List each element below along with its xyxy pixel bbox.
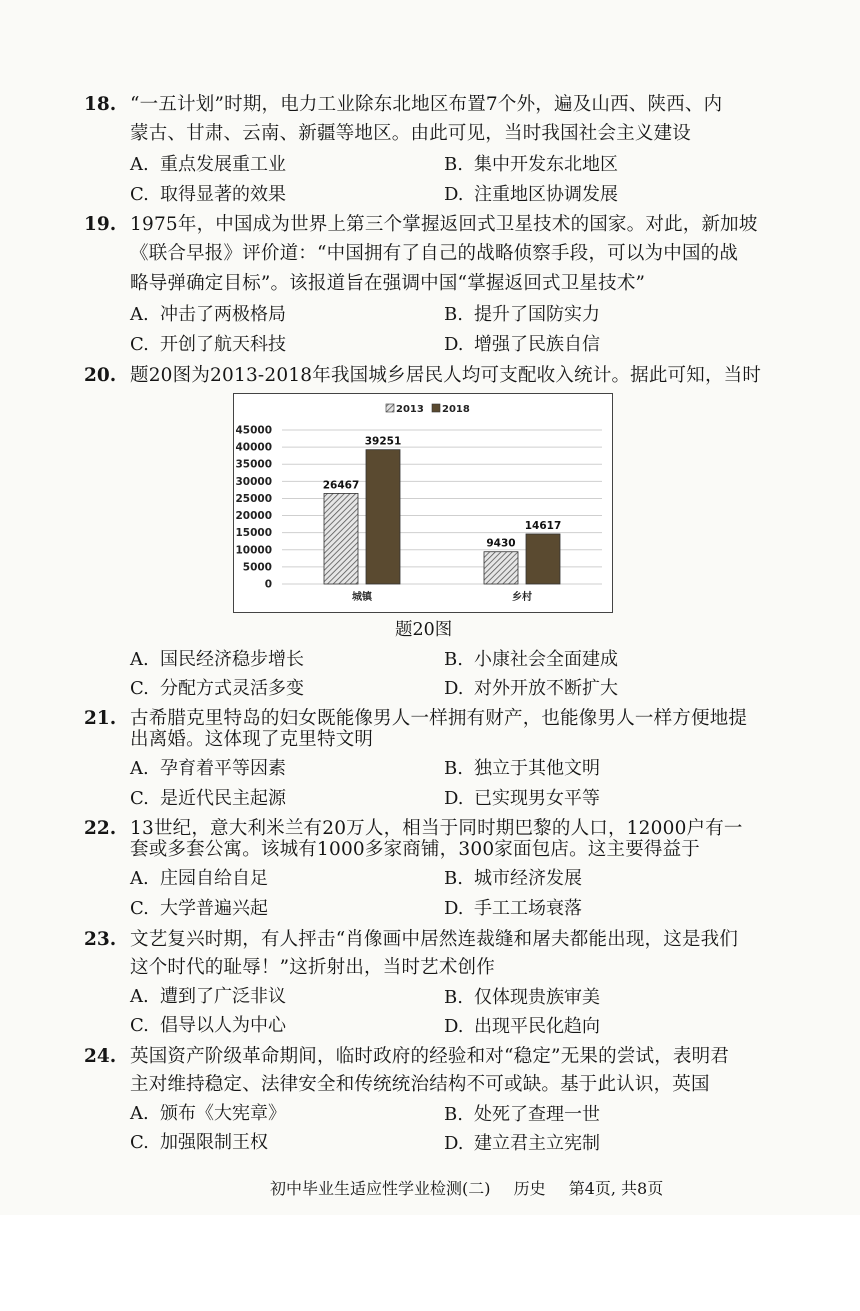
x-category-label: 乡村 <box>512 592 532 603</box>
question-text: 主对维持稳定、法律安全和传统统治结构不可或缺。基于此认识，英国 <box>130 1074 710 1095</box>
figure-caption: 题20图 <box>395 620 453 640</box>
option-a: A. 颁布《大宪章》 <box>130 1103 286 1124</box>
subject-label: 历史 <box>513 1179 546 1198</box>
question-text: 出离婚。这体现了克里特文明 <box>130 729 374 750</box>
y-tick-label: 30000 <box>235 475 272 488</box>
bar-value-label: 9430 <box>486 537 516 550</box>
option-b: B. 仅体现贵族审美 <box>444 987 600 1008</box>
option-d: D. 对外开放不断扩大 <box>444 678 618 699</box>
question-number: 18. <box>84 94 117 115</box>
y-tick-label: 15000 <box>235 527 272 540</box>
y-tick-label: 20000 <box>235 510 272 523</box>
question-text: 13世纪，意大利米兰有20万人，相当于同时期巴黎的人口，12000户有一 <box>130 818 743 839</box>
question-number: 21. <box>84 708 117 729</box>
option-b: B. 集中开发东北地区 <box>444 154 618 175</box>
y-tick-label: 25000 <box>235 492 272 505</box>
bar-2018 <box>366 450 400 584</box>
bar-2018 <box>526 534 560 584</box>
option-c: C. 倡导以人为中心 <box>130 1015 286 1036</box>
option-d: D. 出现平民化趋向 <box>444 1016 600 1037</box>
question-number: 20. <box>84 365 117 386</box>
option-a: A. 冲击了两极格局 <box>130 304 286 325</box>
question-text: 《联合早报》评价道：“中国拥有了自己的战略侦察手段，可以为中国的战 <box>130 243 739 264</box>
option-d: D. 手工工场衰落 <box>444 898 582 919</box>
bar-value-label: 26467 <box>322 479 360 492</box>
legend-label: 2018 <box>442 404 470 415</box>
option-b: B. 独立于其他文明 <box>444 758 600 779</box>
option-b: B. 小康社会全面建成 <box>444 649 618 670</box>
question-number: 22. <box>84 818 117 839</box>
y-tick-label: 5000 <box>242 561 272 574</box>
option-c: C. 开创了航天科技 <box>130 334 286 355</box>
question-text: 套或多套公寓。该城有1000多家商铺，300家面包店。这主要得益于 <box>130 839 700 860</box>
legend-swatch <box>432 404 440 412</box>
bar-value-label: 39251 <box>364 435 402 448</box>
option-a: A. 遭到了广泛非议 <box>130 986 286 1007</box>
y-tick-label: 45000 <box>235 424 272 437</box>
bar-2013 <box>324 493 358 584</box>
income-bar-chart <box>233 393 613 613</box>
option-b: B. 处死了查理一世 <box>444 1104 600 1125</box>
option-c: C. 大学普遍兴起 <box>130 898 268 919</box>
legend-swatch <box>386 404 394 412</box>
x-category-label: 城镇 <box>352 592 372 603</box>
option-a: A. 孕育着平等因素 <box>130 758 286 779</box>
question-text: 古希腊克里特岛的妇女既能像男人一样拥有财产，也能像男人一样方便地提 <box>130 708 748 729</box>
option-b: B. 提升了国防实力 <box>444 304 600 325</box>
question-text: 略导弹确定目标”。该报道旨在强调中国“掌握返回式卫星技术” <box>130 273 646 294</box>
question-number: 23. <box>84 929 117 950</box>
option-c: C. 加强限制王权 <box>130 1132 268 1153</box>
chart-svg <box>234 394 612 612</box>
bar-value-label: 14617 <box>524 519 562 532</box>
bar-2013 <box>484 552 518 584</box>
question-number: 19. <box>84 214 117 235</box>
page-number: 第4页, 共8页 <box>568 1179 664 1198</box>
question-text: 蒙古、甘肃、云南、新疆等地区。由此可见，当时我国社会主义建设 <box>130 123 692 144</box>
option-d: D. 注重地区协调发展 <box>444 184 618 205</box>
legend-label: 2013 <box>396 404 424 415</box>
question-text: 题20图为2013-2018年我国城乡居民人均可支配收入统计。据此可知，当时 <box>130 365 762 386</box>
option-c: C. 是近代民主起源 <box>130 788 286 809</box>
question-text: 英国资产阶级革命期间，临时政府的经验和对“稳定”无果的尝试，表明君 <box>130 1046 730 1067</box>
page-footer <box>270 1176 681 1199</box>
y-tick-label: 35000 <box>235 458 272 471</box>
exam-title: 初中毕业生适应性学业检测(二) <box>270 1179 491 1198</box>
question-number: 24. <box>84 1046 117 1067</box>
option-d: D. 建立君主立宪制 <box>444 1133 600 1154</box>
option-c: C. 取得显著的效果 <box>130 184 286 205</box>
question-text: “一五计划”时期，电力工业除东北地区布置7个外，遍及山西、陕西、内 <box>130 94 723 115</box>
question-text: 文艺复兴时期，有人抨击“肖像画中居然连裁缝和屠夫都能出现，这是我们 <box>130 929 739 950</box>
y-tick-label: 40000 <box>235 441 272 454</box>
option-d: D. 已实现男女平等 <box>444 788 600 809</box>
question-text: 这个时代的耻辱！”这折射出，当时艺术创作 <box>130 957 495 978</box>
question-text: 1975年，中国成为世界上第三个掌握返回式卫星技术的国家。对此，新加坡 <box>130 214 758 235</box>
y-tick-label: 0 <box>264 578 272 591</box>
option-a: A. 庄园自给自足 <box>130 868 268 889</box>
option-d: D. 增强了民族自信 <box>444 334 600 355</box>
option-a: A. 国民经济稳步增长 <box>130 649 304 670</box>
y-tick-label: 10000 <box>235 544 272 557</box>
option-c: C. 分配方式灵活多变 <box>130 678 304 699</box>
option-a: A. 重点发展重工业 <box>130 154 286 175</box>
option-b: B. 城市经济发展 <box>444 868 582 889</box>
